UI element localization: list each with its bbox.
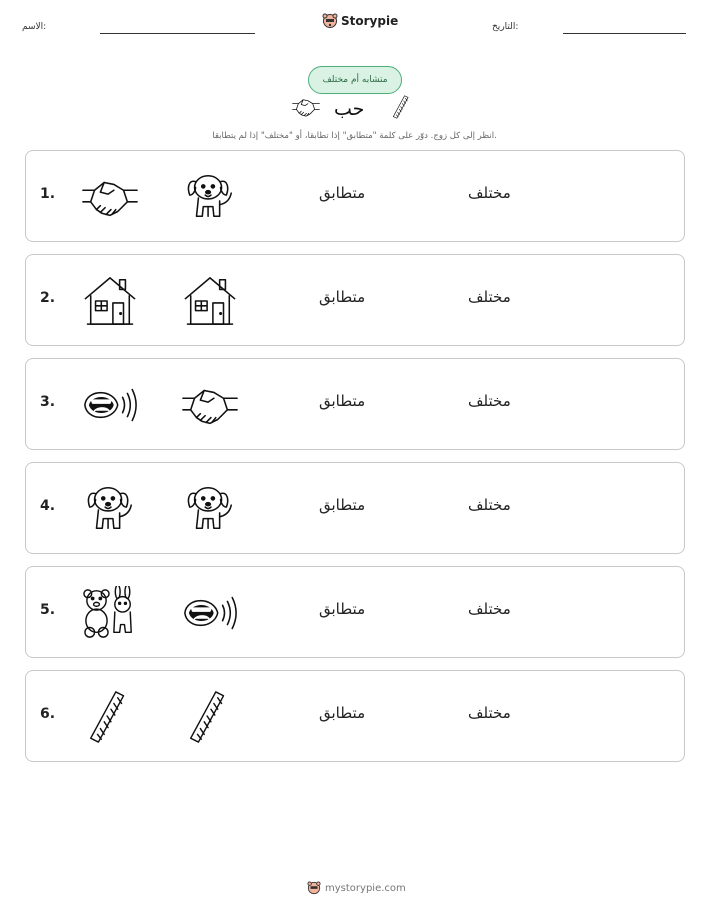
name-line[interactable] — [100, 33, 255, 34]
option-different[interactable]: مختلف — [468, 600, 511, 618]
title-row — [0, 92, 709, 126]
exercise-row-2 — [25, 254, 685, 346]
house-icon — [181, 274, 239, 328]
option-same[interactable]: متطابق — [319, 600, 366, 618]
option-different[interactable]: مختلف — [468, 496, 511, 514]
option-different[interactable]: مختلف — [468, 392, 511, 410]
mouth-speaking-icon — [181, 586, 239, 640]
rope-icon — [81, 690, 139, 744]
teddy-bear-bunny-icon — [81, 586, 139, 640]
row-number: 6. — [40, 706, 56, 722]
option-same[interactable]: متطابق — [319, 496, 366, 514]
house-icon — [81, 274, 139, 328]
puppy-icon — [181, 170, 239, 224]
date-line[interactable] — [563, 33, 686, 34]
title-badge: متشابه أم مختلف — [308, 66, 402, 94]
instructions: انظر إلى كل زوج. دوّر على كلمة "متطابق" إذا تطابقا، أو "مختلف" إذا لم يتطابقا. — [212, 131, 497, 141]
date-label: التاريخ: — [492, 22, 519, 32]
storypie-logo — [322, 12, 398, 30]
puppy-icon — [181, 482, 239, 536]
option-same[interactable]: متطابق — [319, 392, 366, 410]
handshake-icon — [291, 95, 321, 119]
puppy-icon — [81, 482, 139, 536]
option-different[interactable]: مختلف — [468, 184, 511, 202]
storypie-mascot-icon — [307, 880, 321, 896]
option-different[interactable]: مختلف — [468, 288, 511, 306]
mouth-speaking-icon — [81, 378, 139, 432]
exercise-row-5 — [25, 566, 685, 658]
option-same[interactable]: متطابق — [319, 288, 366, 306]
handshake-icon — [181, 378, 239, 432]
name-label: الاسم: — [22, 22, 47, 32]
rope-icon — [389, 92, 415, 122]
exercise-row-3 — [25, 358, 685, 450]
row-number: 5. — [40, 602, 56, 618]
option-different[interactable]: مختلف — [468, 704, 511, 722]
logo-text: Storypie — [341, 14, 399, 28]
exercise-row-4 — [25, 462, 685, 554]
row-number: 1. — [40, 186, 56, 202]
footer-url[interactable]: mystorypie.com — [325, 882, 406, 894]
handshake-icon — [81, 170, 139, 224]
storypie-mascot-icon — [322, 12, 338, 30]
footer — [307, 880, 406, 896]
exercise-row-1 — [25, 150, 685, 242]
row-number: 2. — [40, 290, 56, 306]
title-word: حب — [334, 98, 365, 120]
row-number: 3. — [40, 394, 56, 410]
exercise-row-6 — [25, 670, 685, 762]
option-same[interactable]: متطابق — [319, 704, 366, 722]
option-same[interactable]: متطابق — [319, 184, 366, 202]
rope-icon — [181, 690, 239, 744]
row-number: 4. — [40, 498, 56, 514]
